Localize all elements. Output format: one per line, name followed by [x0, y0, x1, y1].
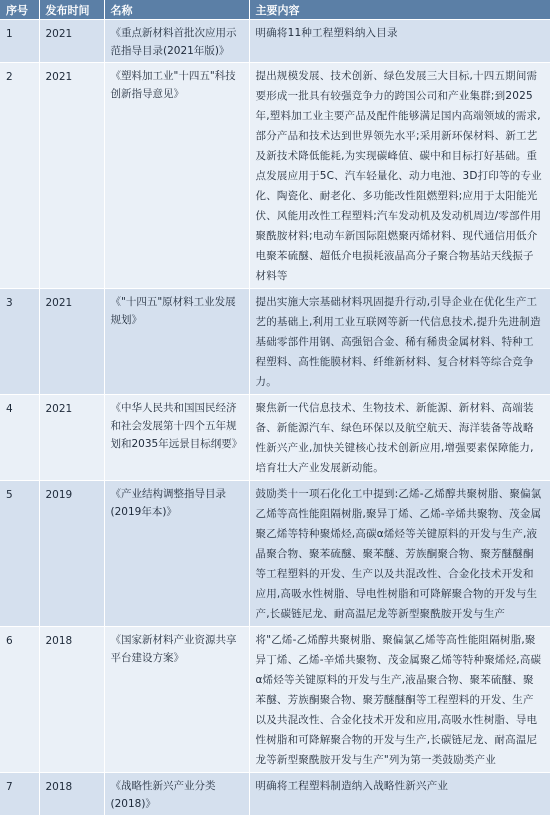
table-row: [0, 481, 550, 627]
cell-year: 2021: [39, 289, 104, 395]
cell-no: 2: [0, 63, 39, 289]
cell-no: 5: [0, 481, 39, 627]
cell-year: 2018: [39, 627, 104, 773]
header-row: [0, 0, 550, 20]
table-row: [0, 63, 550, 289]
cell-year: 2021: [39, 20, 104, 63]
cell-no: 3: [0, 289, 39, 395]
cell-name: 《"十四五"原材料工业发展规划》: [104, 289, 249, 395]
table-row: [0, 395, 550, 481]
cell-name: 《国家新材料产业资源共享平台建设方案》: [104, 627, 249, 773]
cell-content: 鼓励类十一项石化化工中提到:乙烯-乙烯醇共聚树脂、聚偏氯乙烯等高性能阻隔树脂,聚异丁烯、乙烯-辛烯共聚物、茂金属聚乙烯等特种聚烯烃,高碳α烯烃等关键原料的开发与生产,液晶聚合物、聚苯硫醚、聚苯醚、芳族酮聚合物、聚芳醚醚酮等工程塑料的开发、生产以及共混改性、合金化技术开发和应用,高吸水性树脂、导电性树脂和可降解聚合物的开发与生产,长碳链尼龙、耐高温尼龙等新型聚酰胺开发与生产: [249, 481, 550, 627]
cell-name: 《重点新材料首批次应用示范指导目录(2021年版)》: [104, 20, 249, 63]
table-row: [0, 773, 550, 816]
cell-content: 明确将工程塑料制造纳入战略性新兴产业: [249, 773, 550, 816]
cell-no: 6: [0, 627, 39, 773]
cell-year: 2021: [39, 63, 104, 289]
cell-content: 将"乙烯-乙烯醇共聚树脂、聚偏氯乙烯等高性能阻隔树脂,聚异丁烯、乙烯-辛烯共聚物、茂金属聚乙烯等特种聚烯烃,高碳α烯烃等关键原料的开发与生产,液晶聚合物、聚苯硫醚、聚苯醚、芳族酮聚合物、聚芳醚醚酮等工程塑料的开发、生产以及共混改性、合金化技术开发和应用,高吸水性树脂、导电性树脂和可降解聚合物的开发与生产,长碳链尼龙、耐高温尼龙等新型聚酰胺开发与生产"列为第一类鼓励类产业: [249, 627, 550, 773]
cell-name: 《战略性新兴产业分类(2018)》: [104, 773, 249, 816]
cell-content: 提出实施大宗基础材料巩固提升行动,引导企业在优化生产工艺的基础上,利用工业互联网等新一代信息技术,提升先进制造基础零部件用钢、高强铝合金、稀有稀贵金属材料、特种工程塑料、高性能膜材料、纤维新材料、复合材料等综合竞争力。: [249, 289, 550, 395]
table-row: [0, 289, 550, 395]
header-no: 序号: [0, 0, 39, 20]
header-content: 主要内容: [249, 0, 550, 20]
cell-content: 聚焦新一代信息技术、生物技术、新能源、新材料、高端装备、新能源汽车、绿色环保以及航空航天、海洋装备等战略性新兴产业,加快关键核心技术创新应用,增强要素保障能力,培育壮大产业发展新动能。: [249, 395, 550, 481]
cell-content: 提出规模发展、技术创新、绿色发展三大目标,十四五期间需要形成一批具有较强竞争力的跨国公司和产业集群;到2025年,塑料加工业主要产品及配件能够满足国内高端领域的需求,部分产品和技术达到世界领先水平;采用新环保材料、新工艺及新技术降低能耗,为实现碳峰值、碳中和目标打好基础。重点发展应用于5C、汽车轻量化、动力电池、3D打印等的专业化、陶瓷化、耐老化、多功能改性阻燃塑料;应用于太阳能光伏、风能用改性工程塑料;汽车发动机及发动机周边/零部件用聚酰胺材料;电动车新国际阻燃聚丙烯材料、现代通信用低介电聚苯硫醚、超低介电损耗液晶高分子聚合物基站天线振子材料等: [249, 63, 550, 289]
cell-no: 7: [0, 773, 39, 816]
cell-year: 2019: [39, 481, 104, 627]
cell-no: 4: [0, 395, 39, 481]
cell-content: 明确将11种工程塑料纳入目录: [249, 20, 550, 63]
cell-year: 2018: [39, 773, 104, 816]
table-row: [0, 20, 550, 63]
cell-name: 《产业结构调整指导目录(2019年本)》: [104, 481, 249, 627]
header-year: 发布时间: [39, 0, 104, 20]
cell-name: 《中华人民共和国国民经济和社会发展第十四个五年规划和2035年远景目标纲要》: [104, 395, 249, 481]
table-row: [0, 627, 550, 773]
cell-no: 1: [0, 20, 39, 63]
header-name: 名称: [104, 0, 249, 20]
cell-name: 《塑料加工业"十四五"科技创新指导意见》: [104, 63, 249, 289]
cell-year: 2021: [39, 395, 104, 481]
